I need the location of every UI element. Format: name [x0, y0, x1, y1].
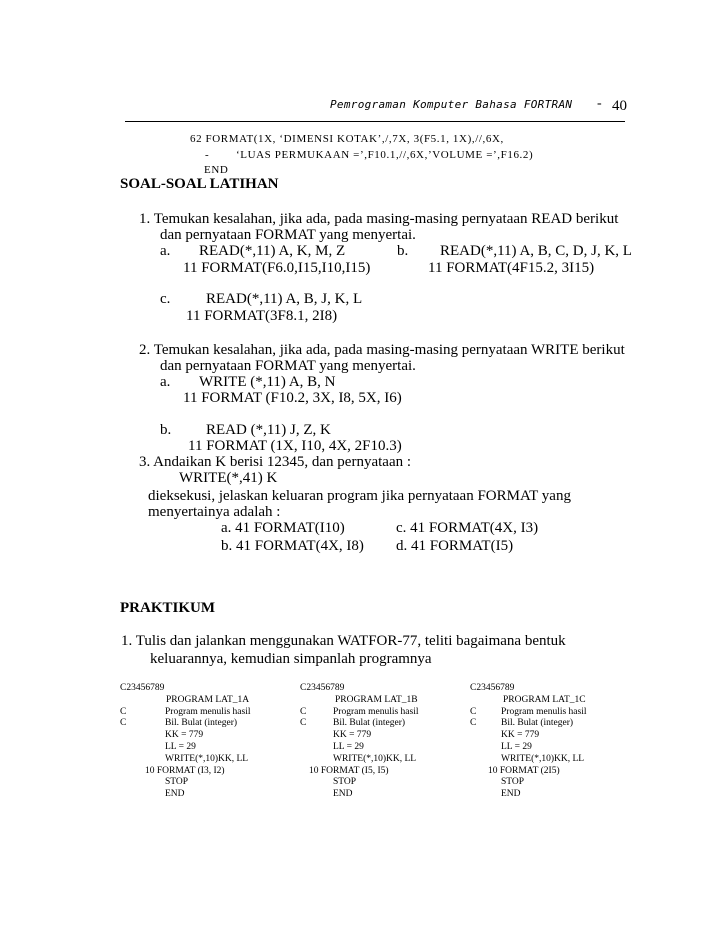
program-statement: PROGRAM LAT_1C: [503, 694, 586, 705]
comment-text: Program menulis hasil: [501, 706, 587, 717]
comment-text: Bil. Bulat (integer): [501, 718, 574, 729]
question-3-line-1: 3. Andaikan K berisi 12345, dan pernyataan :: [139, 454, 412, 470]
section-heading-exercises: SOAL-SOAL LATIHAN: [120, 176, 279, 192]
write-statement: WRITE(*,10)KK, LL: [165, 753, 249, 764]
q2-b-read: READ (*,11) J, Z, K: [206, 422, 331, 438]
question-1-line-1: 1. Temukan kesalahan, jika ada, pada masing-masing pernyataan READ berikut: [139, 211, 619, 227]
header-separator: -: [597, 96, 602, 111]
program-listing-1c: [470, 683, 640, 801]
end-statement: END: [501, 789, 521, 800]
q1-c-format: 11 FORMAT(3F8.1, 2I8): [186, 308, 338, 324]
running-header-title: Pemrograman Komputer Bahasa FORTRAN: [330, 98, 573, 111]
q1-b-read: READ(*,11) A, B, C, D, J, K, L: [440, 243, 632, 259]
assign-ll: LL = 29: [501, 741, 532, 752]
code-line-end: END: [204, 164, 229, 176]
write-statement: WRITE(*,10)KK, LL: [333, 753, 417, 764]
q1-c-read: READ(*,11) A, B, J, K, L: [206, 291, 363, 307]
stop-statement: STOP: [333, 777, 357, 788]
comment-mark: C: [120, 706, 127, 717]
q1-a-read: READ(*,11) A, K, M, Z: [199, 243, 346, 259]
comment-mark: C: [300, 706, 307, 717]
comment-text: Program menulis hasil: [165, 706, 251, 717]
column-ruler: C23456789: [300, 683, 345, 693]
q1-b-format: 11 FORMAT(4F15.2, 3I15): [428, 260, 595, 276]
practicum-1-line-2: keluarannya, kemudian simpanlah programnya: [150, 651, 432, 667]
comment-mark: C: [120, 718, 127, 729]
question-2-line-1: 2. Temukan kesalahan, jika ada, pada masing-masing pernyataan WRITE berikut: [139, 342, 625, 358]
write-statement: WRITE(*,10)KK, LL: [501, 753, 585, 764]
comment-mark: C: [470, 706, 477, 717]
assign-ll: LL = 29: [165, 741, 196, 752]
page-number: 40: [612, 98, 627, 114]
q2-a-label: a.: [160, 374, 171, 390]
program-listing-1b: [300, 683, 470, 801]
q3-option-c: c. 41 FORMAT(4X, I3): [396, 520, 539, 536]
format-statement: 10 FORMAT (I5, I5): [309, 765, 389, 776]
assign-kk: KK = 779: [333, 730, 372, 741]
practicum-1-line-1: 1. Tulis dan jalankan menggunakan WATFOR-77, teliti bagaimana bentuk: [121, 633, 566, 649]
stop-statement: STOP: [501, 777, 525, 788]
program-statement: PROGRAM LAT_1B: [335, 694, 418, 705]
q3-option-a: a. 41 FORMAT(I10): [221, 520, 345, 536]
q3-option-d: d. 41 FORMAT(I5): [396, 538, 514, 554]
format-statement: 10 FORMAT (2I5): [488, 765, 560, 776]
q3-option-b: b. 41 FORMAT(4X, I8): [221, 538, 364, 554]
program-statement: PROGRAM LAT_1A: [166, 694, 250, 705]
header-rule: [125, 121, 625, 122]
q1-b-label: b.: [397, 243, 409, 259]
code-continuation-mark: -: [205, 149, 210, 161]
code-line-continuation: ‘LUAS PERMUKAAN =’,F10.1,//,6X,’VOLUME =’,F16.2): [236, 149, 534, 161]
q2-a-format: 11 FORMAT (F10.2, 3X, I8, 5X, I6): [183, 390, 402, 406]
question-2-line-2: dan pernyataan FORMAT yang menyertai.: [160, 358, 416, 374]
q2-a-write: WRITE (*,11) A, B, N: [199, 374, 336, 390]
section-heading-practicum: PRAKTIKUM: [120, 600, 215, 616]
comment-text: Bil. Bulat (integer): [165, 718, 238, 729]
code-line-format-62: 62 FORMAT(1X, ‘DIMENSI KOTAK’,/,7X, 3(F5.1, 1X),//,6X,: [190, 133, 504, 145]
stop-statement: STOP: [165, 777, 189, 788]
comment-mark: C: [300, 718, 307, 729]
q1-a-label: a.: [160, 243, 171, 259]
q2-b-label: b.: [160, 422, 172, 438]
format-statement: 10 FORMAT (I3, I2): [145, 765, 225, 776]
question-3-line-3: dieksekusi, jelaskan keluaran program jika pernyataan FORMAT yang: [148, 488, 571, 504]
column-ruler: C23456789: [470, 683, 515, 693]
q2-b-format: 11 FORMAT (1X, I10, 4X, 2F10.3): [188, 438, 402, 454]
question-3-write: WRITE(*,41) K: [179, 470, 278, 486]
assign-kk: KK = 779: [501, 730, 540, 741]
column-ruler: C23456789: [120, 683, 165, 693]
end-statement: END: [333, 789, 353, 800]
assign-kk: KK = 779: [165, 730, 204, 741]
comment-text: Bil. Bulat (integer): [333, 718, 406, 729]
q1-c-label: c.: [160, 291, 171, 307]
question-3-line-4: menyertainya adalah :: [148, 504, 281, 520]
comment-mark: C: [470, 718, 477, 729]
question-1-line-2: dan pernyataan FORMAT yang menyertai.: [160, 227, 416, 243]
comment-text: Program menulis hasil: [333, 706, 419, 717]
q1-a-format: 11 FORMAT(F6.0,I15,I10,I15): [183, 260, 371, 276]
program-listing-1a: [120, 683, 290, 801]
end-statement: END: [165, 789, 185, 800]
assign-ll: LL = 29: [333, 741, 364, 752]
